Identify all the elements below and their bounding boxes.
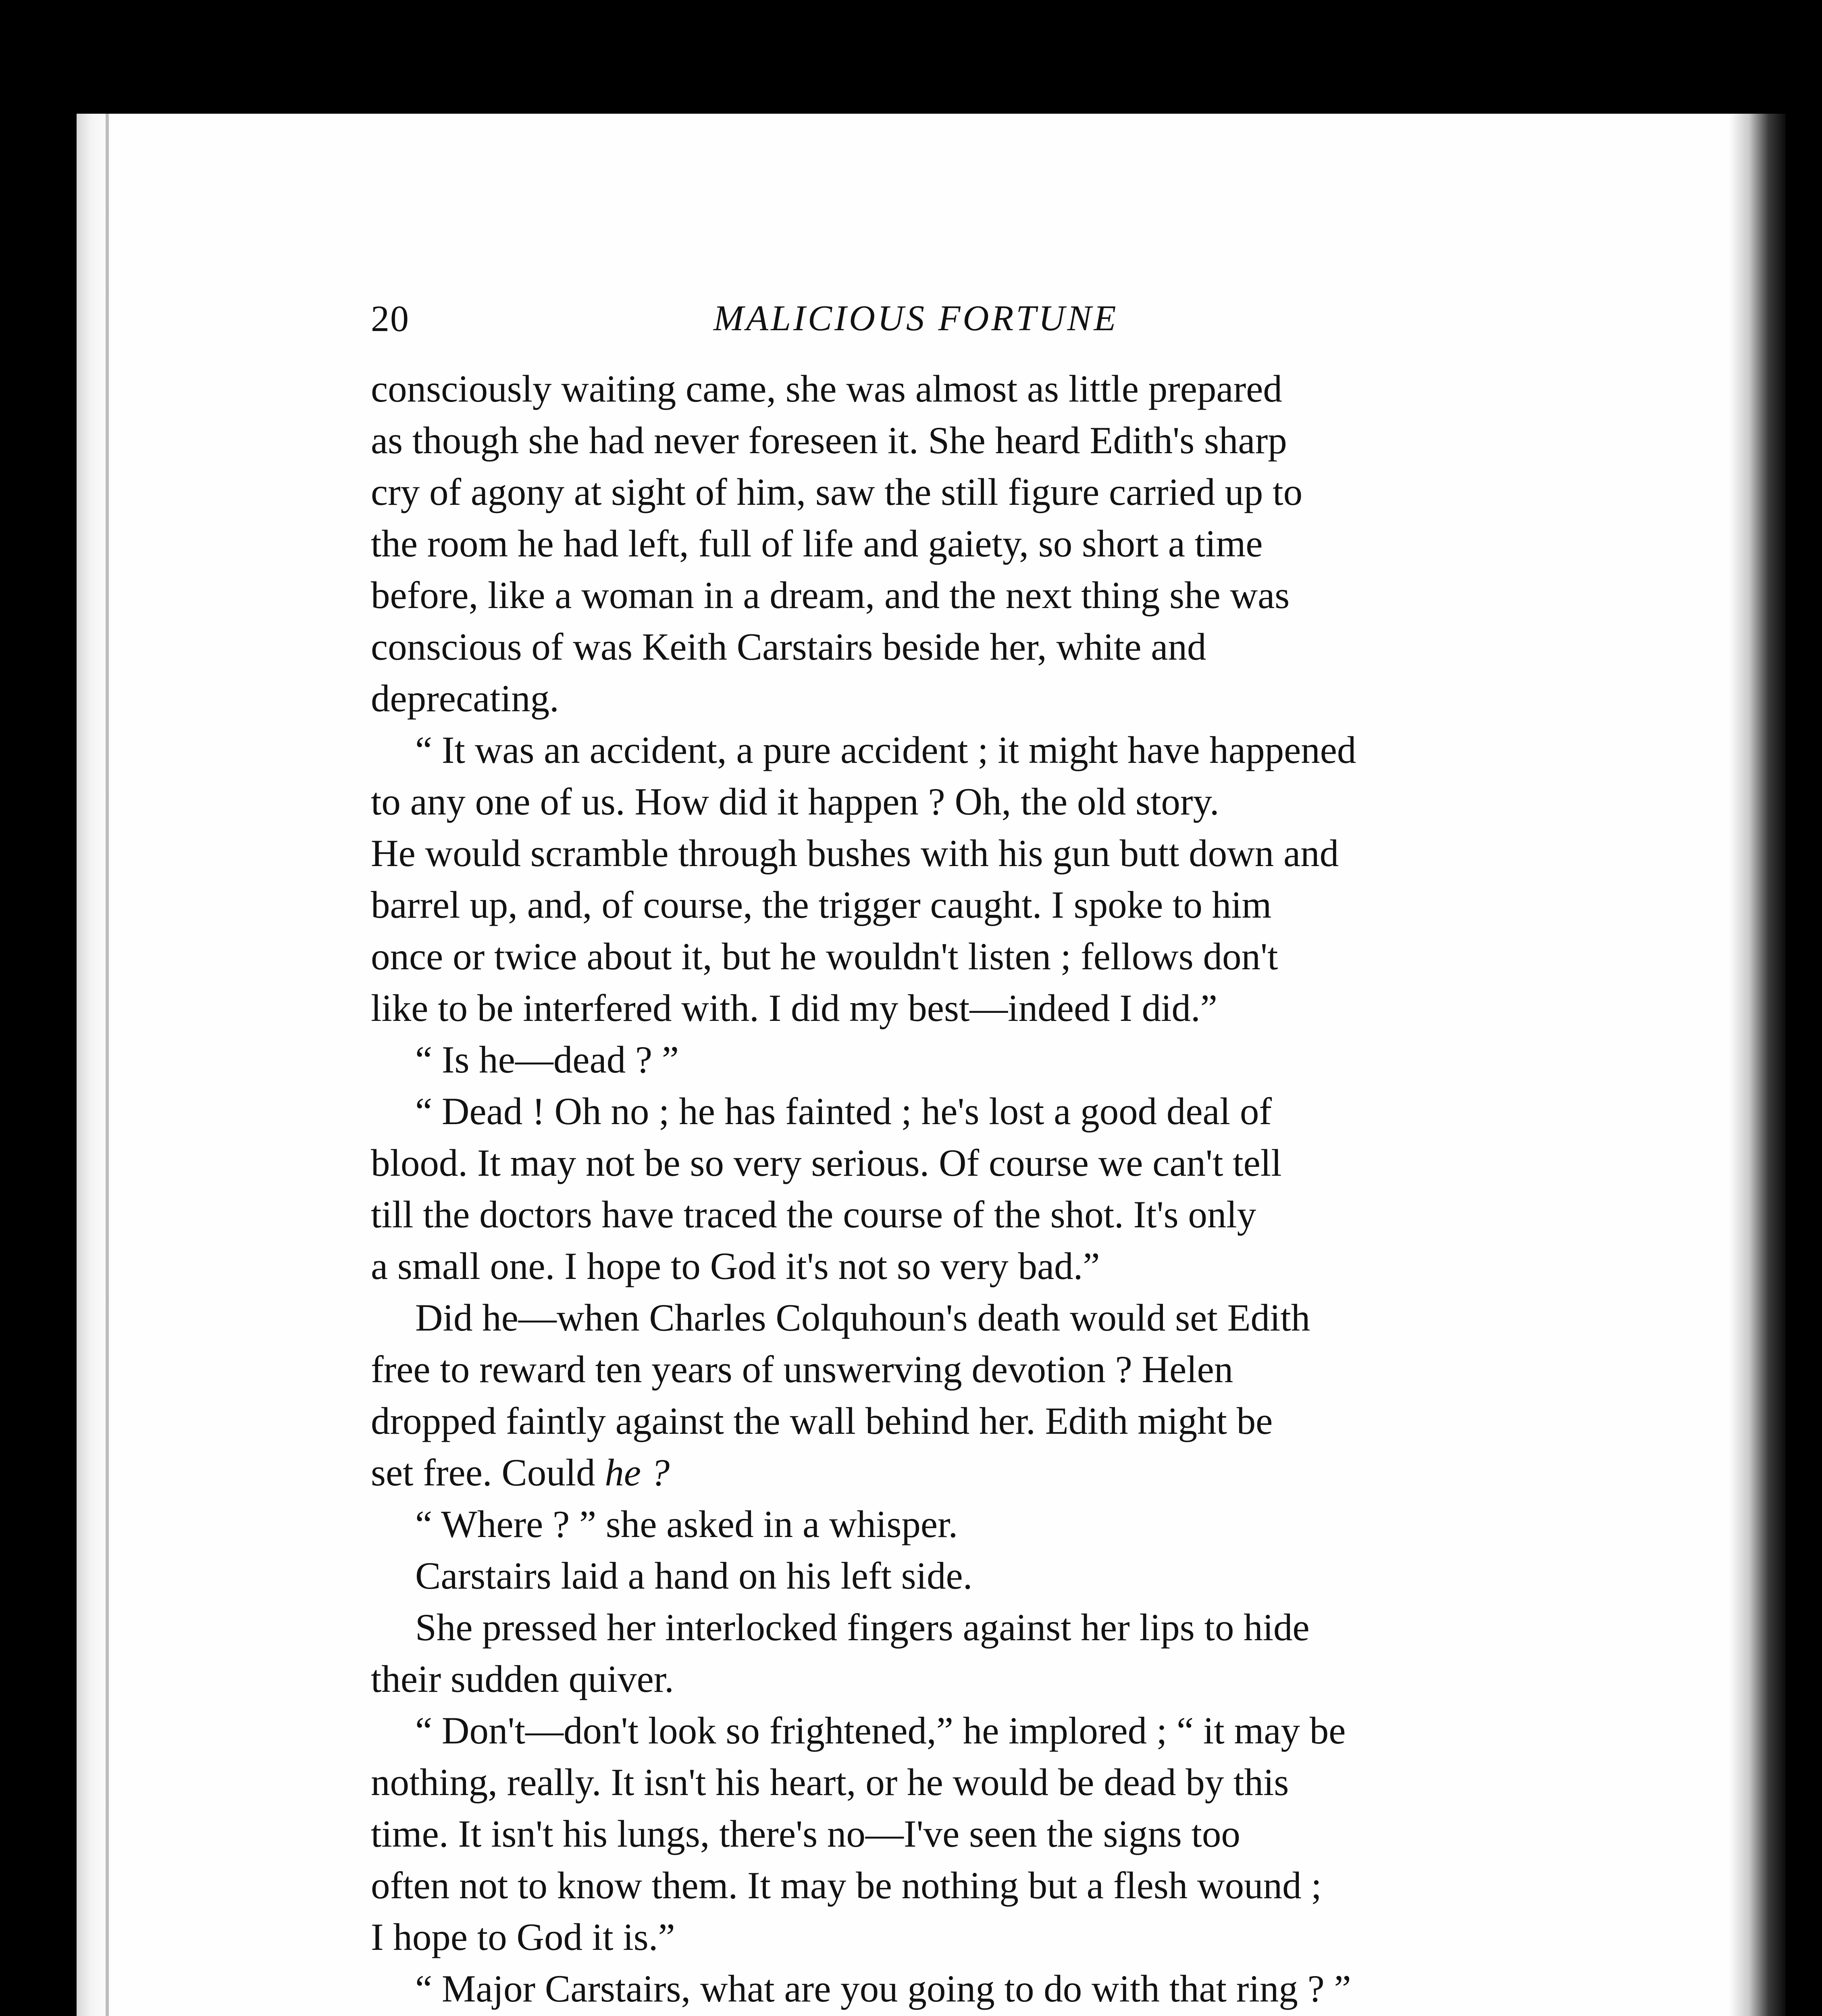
text-line: like to be interfered with. I did my best—indeed I did.”	[371, 987, 1217, 1029]
text-line: nothing, really. It isn't his heart, or he would be dead by this	[371, 1761, 1289, 1804]
text-line: I hope to God it is.”	[371, 1916, 675, 1958]
text-line: She pressed her interlocked fingers against her lips to hide	[415, 1606, 1310, 1649]
page-edge-shadow	[1729, 114, 1786, 2016]
running-header	[371, 296, 1540, 341]
text-line: dropped faintly against the wall behind her. Edith might be	[371, 1400, 1273, 1442]
text-line: blood. It may not be so very serious. Of course we can't tell	[371, 1141, 1282, 1184]
binding-fold-line	[106, 114, 109, 2016]
text-line: a small one. I hope to God it's not so very bad.”	[371, 1245, 1100, 1287]
text-line: free to reward ten years of unswerving devotion ? Helen	[371, 1348, 1233, 1391]
text-line	[371, 2014, 1540, 2016]
text-line: “ Where ? ” she asked in a whisper.	[415, 1503, 958, 1545]
text-line: conscious of was Keith Carstairs beside her, white and	[371, 625, 1206, 668]
text-line: “ Major Carstairs, what are you going to do with that ring ? ”	[415, 1967, 1351, 2010]
text-line: till the doctors have traced the course of the shot. It's only	[371, 1193, 1256, 1236]
text-line: consciously waiting came, she was almost as little prepared	[371, 367, 1282, 410]
text-line: He would scramble through bushes with his gun butt down and	[371, 832, 1339, 875]
running-title: MALICIOUS FORTUNE	[713, 298, 1119, 338]
text-line: barrel up, and, of course, the trigger caught. I spoke to him	[371, 883, 1272, 926]
text-line: the room he had left, full of life and gaiety, so short a time	[371, 522, 1263, 565]
text-line: “ Is he—dead ? ”	[415, 1038, 679, 1081]
text-line: to any one of us. How did it happen ? Oh, the old story.	[371, 780, 1219, 823]
text-line-with-italic	[371, 1447, 1540, 1498]
italic-emphasis: he ?	[605, 1451, 670, 1494]
text-line: time. It isn't his lungs, there's no—I've seen the signs too	[371, 1812, 1240, 1855]
text-line: their sudden quiver.	[371, 1658, 674, 1700]
text-line: Did he—when Charles Colquhoun's death would set Edith	[415, 1296, 1310, 1339]
text-line: cry of agony at sight of him, saw the still figure carried up to	[371, 471, 1303, 513]
text-line: deprecating.	[371, 677, 559, 720]
page-number: 20	[371, 298, 410, 339]
text-line: as though she had never foreseen it. She heard Edith's sharp	[371, 419, 1287, 462]
text-line: “ Dead ! Oh no ; he has fainted ; he's lost a good deal of	[415, 1090, 1272, 1133]
text-line: Carstairs laid a hand on his left side.	[415, 1554, 973, 1597]
text-line: “ It was an accident, a pure accident ; it might have happened	[415, 729, 1356, 771]
text-line: “ Don't—don't look so frightened,” he implored ; “ it may be	[415, 1709, 1346, 1752]
page-body-text	[371, 363, 1540, 2016]
text-line: once or twice about it, but he wouldn't listen ; fellows don't	[371, 935, 1278, 978]
text-line-fragment: set free. Could	[371, 1451, 605, 1494]
text-line: before, like a woman in a dream, and the next thing she was	[371, 574, 1290, 616]
text-line: often not to know them. It may be nothing but a flesh wound ;	[371, 1864, 1322, 1907]
